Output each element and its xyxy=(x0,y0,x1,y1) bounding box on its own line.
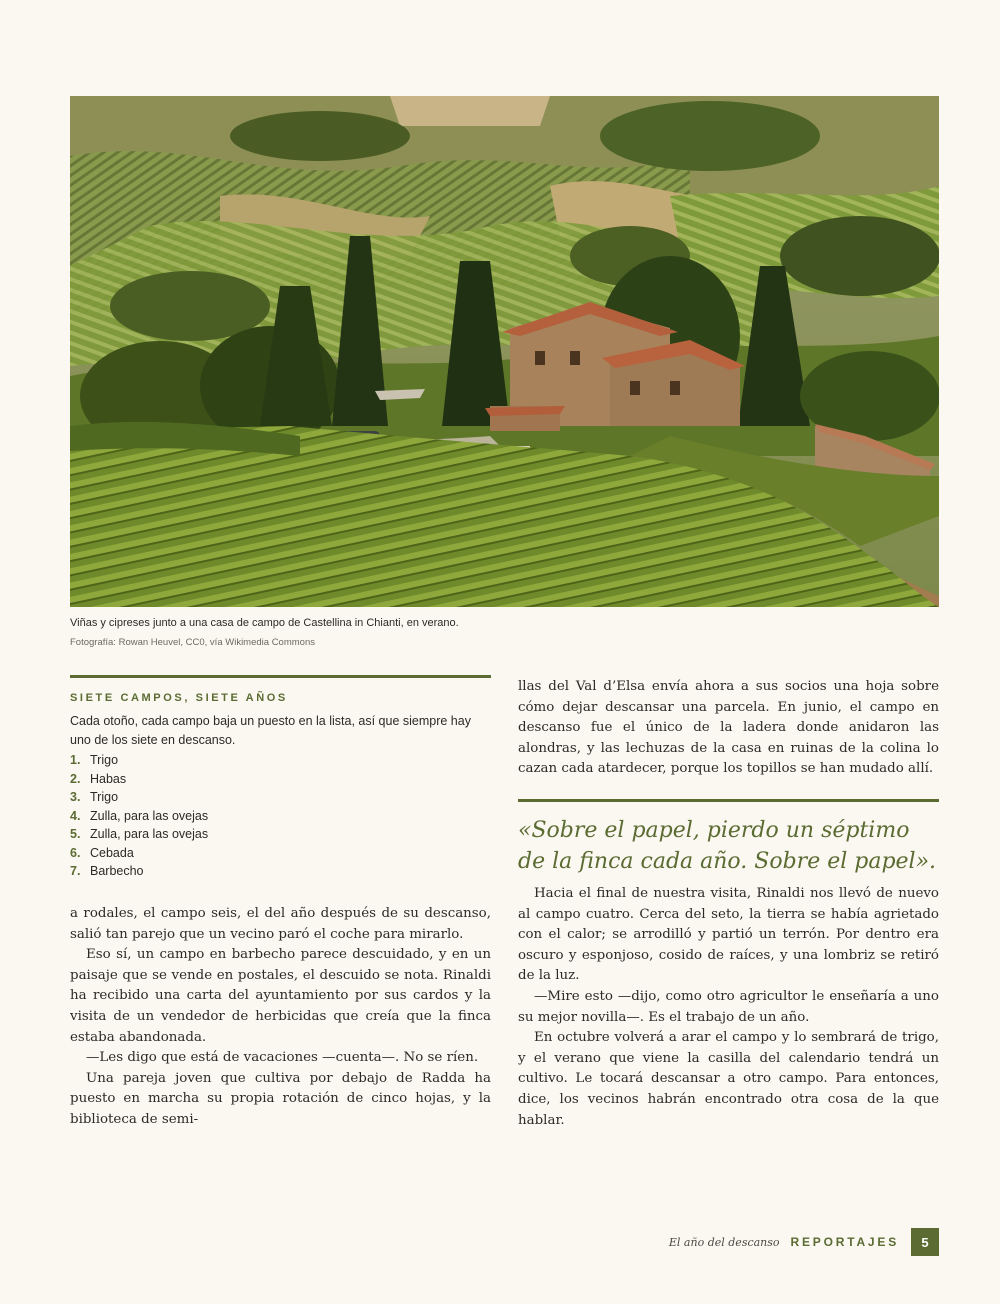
list-item-number: 7. xyxy=(70,864,81,878)
photo-caption: Viñas y cipreses junto a una casa de campo de Castellina in Chianti, en verano. xyxy=(70,617,459,629)
sidebar-title: SIETE CAMPOS, SIETE AÑOS xyxy=(70,692,288,704)
body-paragraph: —Les digo que está de vacaciones —cuenta—. No se ríen. xyxy=(86,1050,479,1066)
list-item-number: 4. xyxy=(70,808,81,823)
body-column-right-bottom xyxy=(518,884,939,1131)
pullquote: «Sobre el papel, pierdo un séptimo de la finca cada año. Sobre el papel». xyxy=(518,818,937,874)
page-footer xyxy=(669,1228,939,1256)
body-paragraph: a rodales, el campo seis, el del año después de su descanso, salió tan parejo que un vecino paró el coche para mirarlo. xyxy=(70,906,491,942)
list-item xyxy=(70,862,491,881)
list-item-label: Trigo xyxy=(90,790,119,804)
list-item-label: Trigo xyxy=(90,753,119,767)
body-paragraph: En octubre volverá a arar el campo y lo sembrará de trigo, y el verano que viene la casilla del calendario tendrá un cultivo. Le tocará descansar a otro campo. Para entonces, dice, los vecinos habrán encontrado otra cosa de la que hablar. xyxy=(518,1030,939,1128)
landscape-photo xyxy=(70,96,939,607)
list-item-number: 2. xyxy=(70,771,81,786)
list-item-label: Barbecho xyxy=(90,864,144,878)
list-item-number: 1. xyxy=(70,753,81,767)
footer-section-name: REPORTAJES xyxy=(790,1235,899,1249)
body-paragraph: llas del Val d’Elsa envía ahora a sus socios una hoja sobre cómo dejar descansar una parcela. En junio, el campo en descanso fue el único de la ladera donde anidaron las alondras, y las lechuzas de la casa en ruinas de la colina lo cazan cada atardecer, porque los topillos se han mudado allí. xyxy=(518,679,939,777)
list-item xyxy=(70,770,491,789)
body-paragraph: —Mire esto —dijo, como otro agricultor le enseñaría a uno su mejor novilla—. Es el trabajo de un año. xyxy=(518,988,939,1025)
list-item xyxy=(70,751,491,770)
footer-article-title: El año del descanso xyxy=(668,1235,780,1249)
photo-credit: Fotografía: Rowan Heuvel, CC0, vía Wikimedia Commons xyxy=(70,637,315,648)
body-paragraph: Eso sí, un campo en barbecho parece descuidado, y en un paisaje que se vende en postales, el descuido se nota. Rinaldi ha recibido una carta del ayuntamiento por sus cardos y la visita de un vendedor de herbicidas que creía que la finca estaba abandonada. xyxy=(70,947,491,1045)
pullquote-rule xyxy=(518,799,939,802)
list-item xyxy=(70,788,491,807)
rotation-sidebar xyxy=(70,675,491,881)
list-item-label: Habas xyxy=(90,771,127,786)
list-item-number: 5. xyxy=(70,827,81,841)
sidebar-intro: Cada otoño, cada campo baja un puesto en la lista, así que siempre hay uno de los siete en descanso. xyxy=(70,714,471,747)
list-item xyxy=(70,825,491,844)
list-item xyxy=(70,807,491,826)
body-column-right-top xyxy=(518,677,939,780)
list-item xyxy=(70,844,491,863)
list-item-number: 3. xyxy=(70,790,81,804)
body-paragraph: Una pareja joven que cultiva por debajo de Radda ha puesto en marcha su propia rotación de cinco hojas, y la biblioteca de semi- xyxy=(70,1070,491,1127)
vineyard-farmhouse-illustration xyxy=(70,96,939,607)
list-item-label: Cebada xyxy=(90,845,134,860)
list-item-label: Zulla, para las ovejas xyxy=(90,808,209,823)
list-item-label: Zulla, para las ovejas xyxy=(90,827,209,841)
page-number: 5 xyxy=(911,1228,939,1256)
body-paragraph: Hacia el final de nuestra visita, Rinaldi nos llevó de nuevo al campo cuatro. Cerca del seto, la tierra se había agrietado con el calor; se arrodilló y partió un terrón. Por dentro era oscuro y esponjoso, cosido de raíces, y una lombriz se retiró de la luz. xyxy=(518,886,939,984)
list-item-number: 6. xyxy=(70,845,81,860)
body-column-left xyxy=(70,904,491,1131)
rotation-list xyxy=(70,751,491,881)
